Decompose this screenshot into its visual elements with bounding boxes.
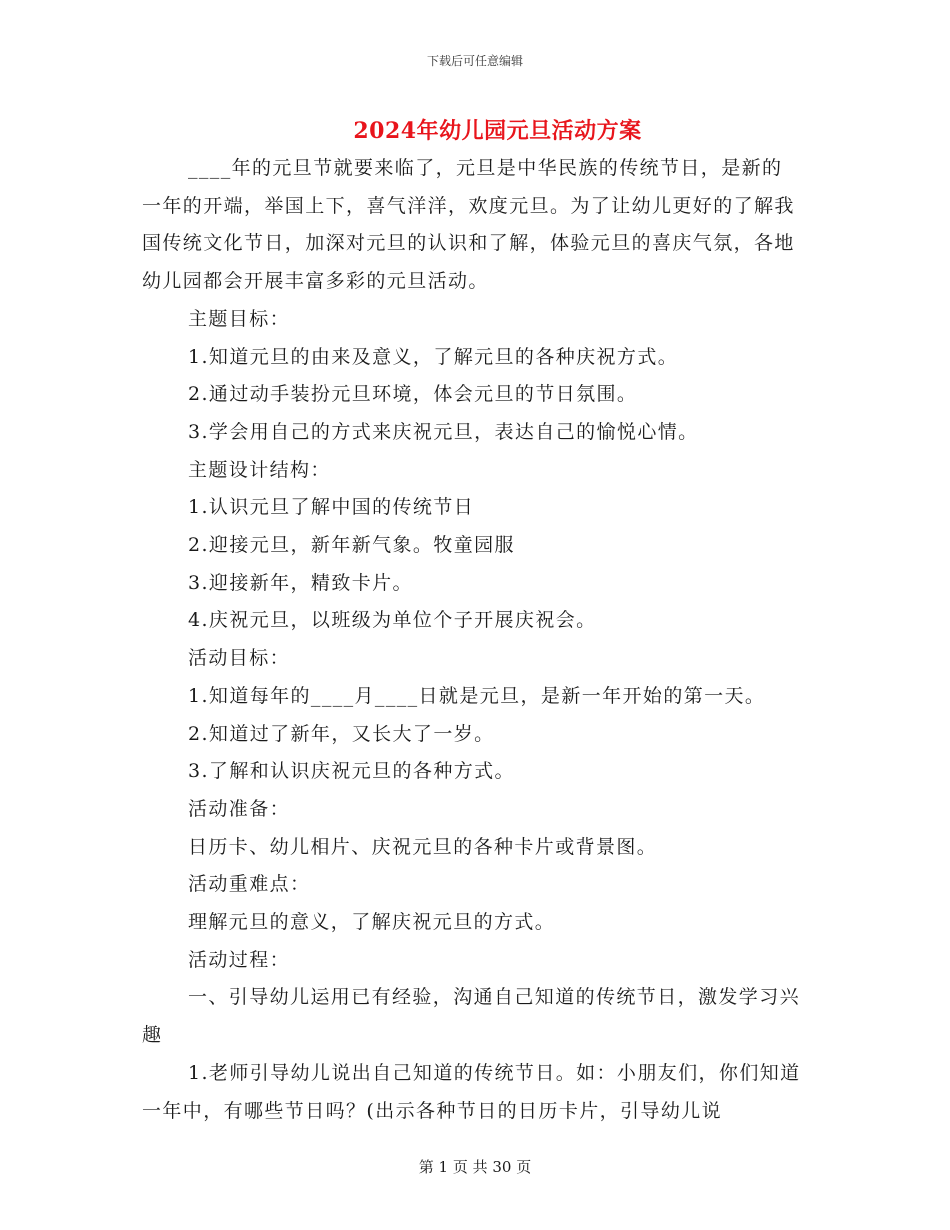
preparation-heading: 活动准备： [188, 797, 291, 820]
theme-structure-heading: 主题设计结构： [188, 458, 331, 481]
process-heading: 活动过程： [188, 948, 291, 971]
list-item: 1.认识元旦了解中国的传统节日 [188, 496, 475, 519]
list-item: 2.知道过了新年，又长大了一岁。 [188, 722, 495, 745]
list-item: 1.知道元旦的由来及意义，了解元旦的各种庆祝方式。 [188, 345, 679, 368]
header-note: 下载后可任意编辑 [426, 54, 523, 68]
intro-paragraph: ____年的元旦节就要来临了，元旦是中华民族的传统节日，是新的一年的开端，举国上下，喜气洋洋，欢度元旦。为了让幼儿更好的了解我国传统文化节日，加深对元旦的认识和了解，体验元旦的喜庆气氛，各地幼儿园都会开展丰富多彩的元旦活动。 [142, 157, 795, 293]
document-body [142, 150, 802, 1130]
key-points-heading: 活动重难点： [188, 873, 311, 896]
theme-goals-heading: 主题目标： [188, 307, 291, 330]
process-step-1-item-1: 1.老师引导幼儿说出自己知道的传统节日。如：小朋友们，你们知道一年中，有哪些节日吗？(出示各种节日的日历卡片，引导幼儿说 [142, 1061, 801, 1122]
list-item: 3.学会用自己的方式来庆祝元旦，表达自己的愉悦心情。 [188, 420, 699, 443]
list-item: 3.迎接新年，精致卡片。 [188, 571, 413, 594]
key-points-text: 理解元旦的意义，了解庆祝元旦的方式。 [188, 911, 556, 934]
list-item: 3.了解和认识庆祝元旦的各种方式。 [188, 760, 515, 783]
list-item: 2.迎接元旦，新年新气象。牧童园服 [188, 534, 515, 557]
document-title: 2024年幼儿园元旦活动方案 [353, 118, 642, 144]
list-item: 2.通过动手装扮元旦环境，体会元旦的节日氛围。 [188, 383, 638, 406]
list-item: 1.知道每年的____月____日就是元旦，是新一年开始的第一天。 [188, 684, 766, 707]
preparation-text: 日历卡、幼儿相片、庆祝元旦的各种卡片或背景图。 [188, 835, 658, 858]
process-step-1: 一、引导幼儿运用已有经验，沟通自己知道的传统节日，激发学习兴趣 [142, 986, 801, 1047]
page-footer: 第 1 页 共 30 页 [418, 1158, 532, 1176]
list-item: 4.庆祝元旦，以班级为单位个子开展庆祝会。 [188, 609, 597, 632]
activity-goals-heading: 活动目标： [188, 647, 291, 670]
